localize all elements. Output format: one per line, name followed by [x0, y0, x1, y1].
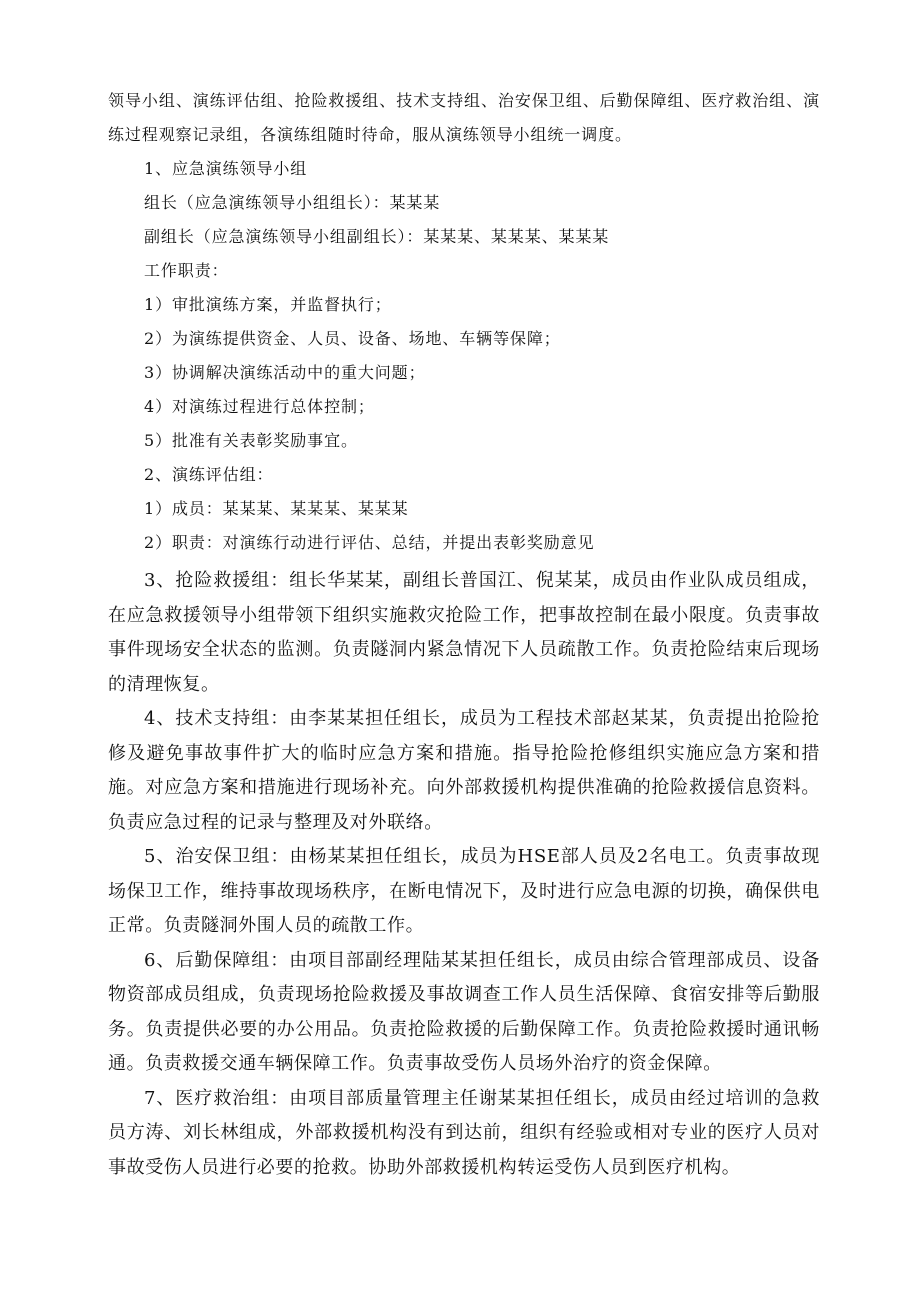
- section-heading-leadership: 1、应急演练领导小组: [144, 159, 308, 178]
- leader-line: 组长（应急演练领导小组组长）：某某某: [144, 193, 441, 212]
- deputy-leader-line: 副组长（应急演练领导小组副组长）：某某某、某某某、某某某: [144, 227, 610, 246]
- evaluation-members: 1）成员：某某某、某某某、某某某: [144, 499, 409, 518]
- evaluation-duties: 2）职责：对演练行动进行评估、总结，并提出表彰奖励意见: [144, 533, 595, 552]
- duty-item-2: 2）为演练提供资金、人员、设备、场地、车辆等保障；: [144, 329, 561, 348]
- duty-item-4: 4）对演练过程进行总体控制；: [144, 397, 375, 416]
- duty-item-5: 5）批准有关表彰奖励事宜。: [144, 431, 358, 450]
- duties-heading: 工作职责：: [144, 261, 229, 280]
- section-heading-evaluation: 2、演练评估组：: [144, 465, 274, 484]
- document-page: [108, 84, 820, 1185]
- duty-item-3: 3）协调解决演练活动中的重大问题；: [144, 363, 426, 382]
- tech-support-paragraph: 4、技术支持组：由李某某担任组长，成员为工程技术部赵某某，负责提出抢险抢修及避免事故事件扩大的临时应急方案和措施。指导抢险抢修组织实施应急方案和措施。对应急方案和措施进行现场补充。向外部救援机构提供准确的抢险救援信息资料。负责应急过程的记录与整理及对外联络。: [108, 708, 820, 833]
- duty-item-1: 1）审批演练方案，并监督执行；: [144, 295, 392, 314]
- security-group-paragraph: 5、治安保卫组：由杨某某担任组长，成员为HSE部人员及2名电工。负责事故现场保卫工作，维持事故现场秩序，在断电情况下，及时进行应急电源的切换，确保供电正常。负责隧洞外围人员的疏散工作。: [108, 846, 820, 936]
- medical-group-paragraph: 7、医疗救治组：由项目部质量管理主任谢某某担任组长，成员由经过培训的急救员方涛、刘长林组成，外部救援机构没有到达前，组织有经验或相对专业的医疗人员对事故受伤人员进行必要的抢救。协助外部救援机构转运受伤人员到医疗机构。: [108, 1087, 820, 1178]
- logistics-group-paragraph: 6、后勤保障组：由项目部副经理陆某某担任组长，成员由综合管理部成员、设备物资部成员组成，负责现场抢险救援及事故调查工作人员生活保障、食宿安排等后勤服务。负责提供必要的办公用品。负责抢险救援的后勤保障工作。负责抢险救援时通讯畅通。负责救援交通车辆保障工作。负责事故受伤人员场外治疗的资金保障。: [108, 949, 820, 1074]
- rescue-group-paragraph: 3、抢险救援组：组长华某某，副组长普国江、倪某某，成员由作业队成员组成，在应急救援领导小组带领下组织实施救灾抢险工作，把事故控制在最小限度。负责事故事件现场安全状态的监测。负责隧洞内紧急情况下人员疏散工作。负责抢险结束后现场的清理恢复。: [108, 570, 820, 695]
- intro-paragraph: 领导小组、演练评估组、抢险救援组、技术支持组、治安保卫组、后勤保障组、医疗救治组、演练过程观察记录组，各演练组随时待命，服从演练领导小组统一调度。: [108, 91, 820, 144]
